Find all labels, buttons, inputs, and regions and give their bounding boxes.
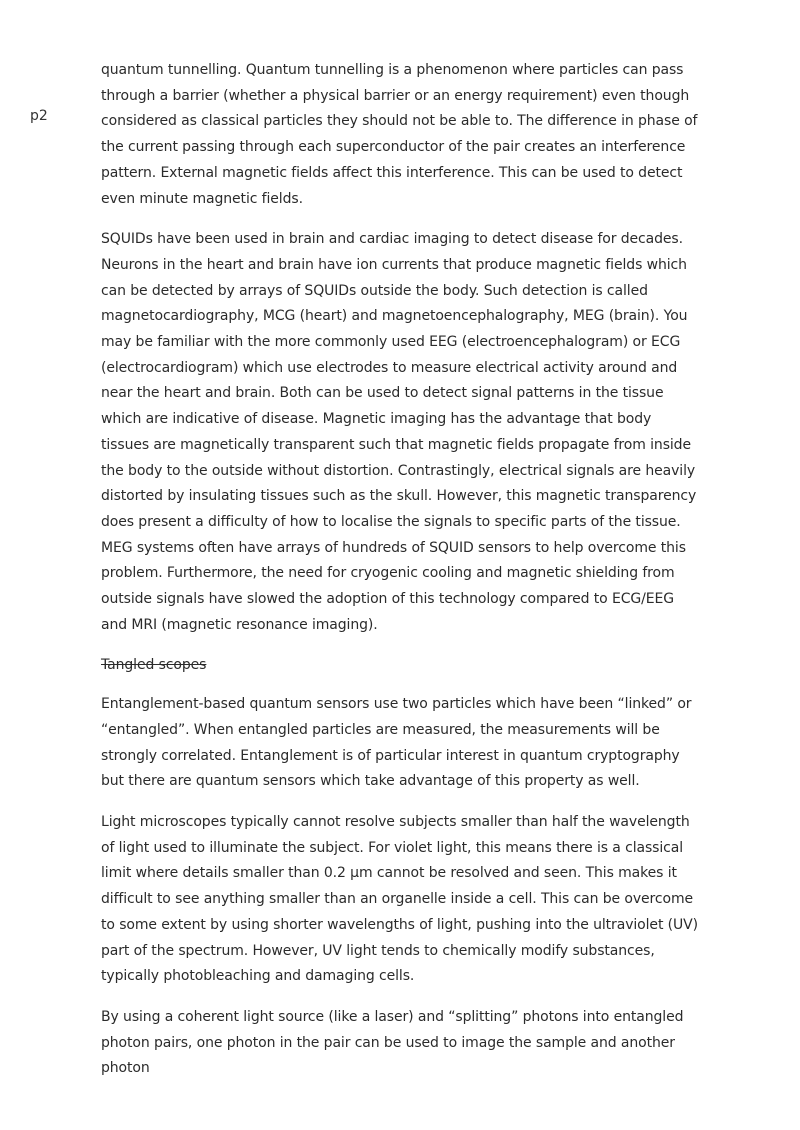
paragraph-light-microscopes: Light microscopes typically cannot resolve subjects smaller than half the wavelength of light used to illuminate the subject. For violet light, this means there is a classical limit where details smaller than 0.2 μm cannot be resolved and seen. This makes it difficult to see anything smaller than an organelle inside a cell. This can be overcome to some extent by using shorter wavelengths of light, pushing into the ultraviolet (UV) part of the spectrum. However, UV light tends to chemically modify substances, typically photobleaching and damaging cells. [101, 813, 699, 985]
page-number: p2 [30, 108, 48, 124]
paragraph-coherent-light: By using a coherent light source (like a laser) and “splitting” photons into entangled photon pairs, one photon in the pair can be used to image the sample and another photon [101, 1008, 684, 1077]
paragraph-squid-imaging: SQUIDs have been used in brain and cardiac imaging to detect disease for decades. Neurons in the heart and brain have ion currents that produce magnetic fields which can be detected by arrays of SQUIDs outside the body. Such detection is called magnetocardiography, MCG (heart) and magnetoencephalography, MEG (brain). You may be familiar with the more commonly used EEG (electroencephalogram) or ECG (electrocardiogram) which use electrodes to measure electrical activity around and near the heart and brain. Both can be used to detect signal patterns in the tissue which are indicative of disease. Magnetic imaging has the advantage that body tissues are magnetically transparent such that magnetic fields propagate from inside the body to the outside without distortion. Contrastingly, electrical signals are heavily distorted by insulating tissues such as the skull. However, this magnetic transparency does present a difficulty of how to localise the signals to specific parts of the tissue. MEG systems often have arrays of hundreds of SQUID sensors to help overcome this problem. Furthermore, the need for cryogenic cooling and magnetic shielding from outside signals have slowed the adoption of this technology compared to ECG/EEG and MRI (magnetic resonance imaging). [101, 231, 697, 633]
paragraph-entanglement: Entanglement-based quantum sensors use two particles which have been “linked” or “entangled”. When entangled particles are measured, the measurements will be strongly correlated. Entanglement is of particular interest in quantum cryptography but there are quantum sensors which take advantage of this property as well. [101, 696, 692, 790]
paragraph-tunnelling: quantum tunnelling. Quantum tunnelling is a phenomenon where particles can pass through a barrier (whether a physical barrier or an energy requirement) even though considered as classical particles they should not be able to. The difference in phase of the current passing through each superconductor of the pair creates an interference pattern. External magnetic fields affect this interference. This can be used to detect even minute magnetic fields. [101, 62, 698, 207]
document-body [101, 58, 701, 1097]
section-heading: Tangled scopes [101, 657, 207, 674]
